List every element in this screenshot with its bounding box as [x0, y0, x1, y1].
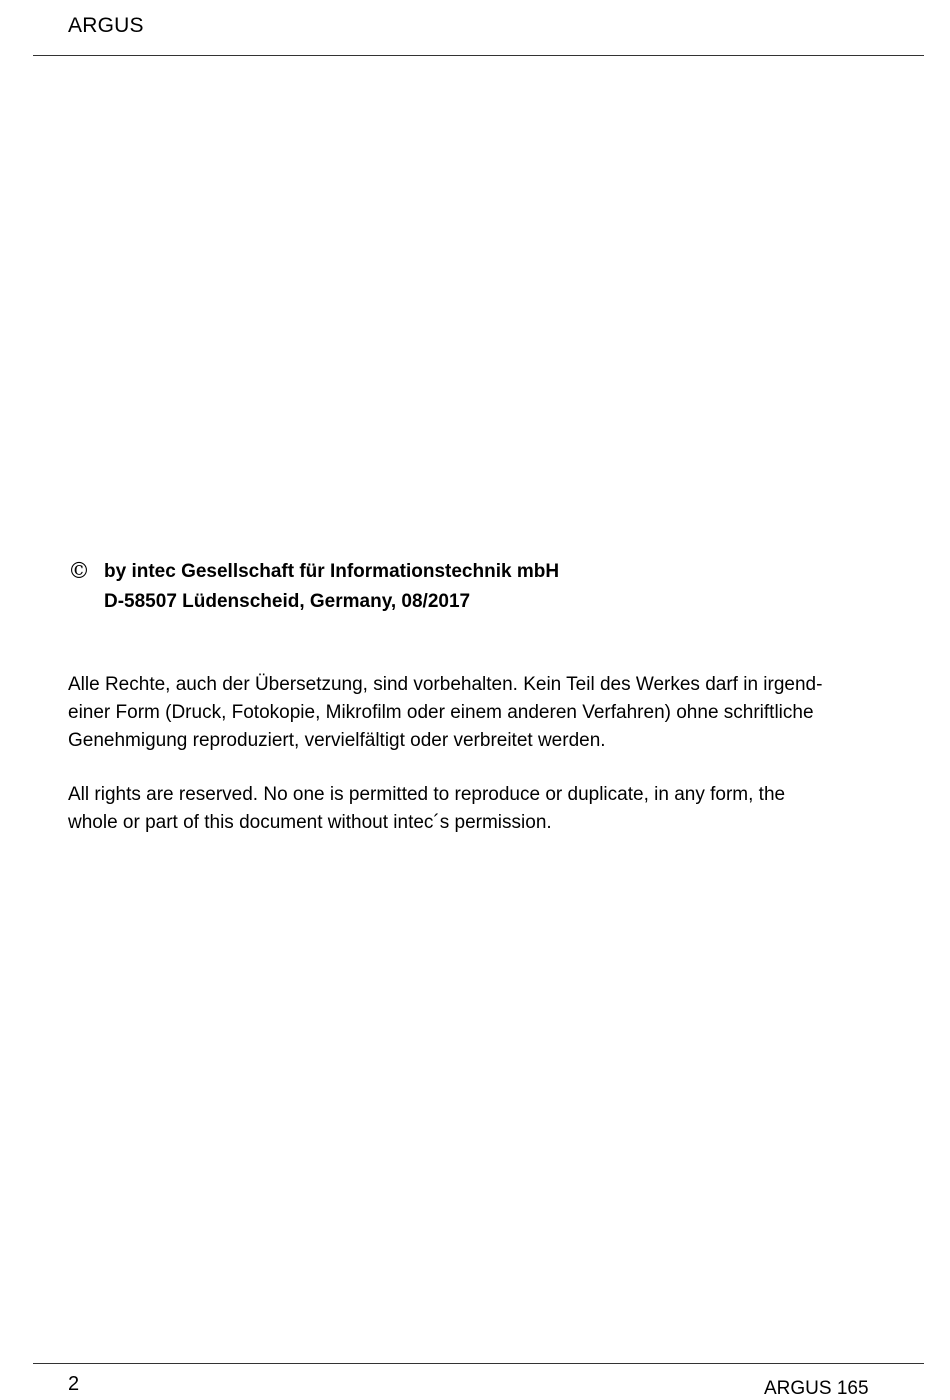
copyright-address: D-58507 Lüdenscheid, Germany, 08/2017	[104, 591, 471, 612]
page-number: 2	[68, 1373, 80, 1395]
rights-notice-german	[68, 671, 878, 755]
rights-notice-german-line: einer Form (Druck, Fotokopie, Mikrofilm oder einem anderen Verfahren) ohne schriftliche	[68, 702, 814, 723]
rights-notice-english	[68, 781, 878, 837]
header-title: ARGUS	[68, 14, 144, 37]
rights-notice-german-line: Genehmigung reproduziert, vervielfältigt oder verbreitet werden.	[68, 730, 606, 751]
copyright-company: by intec Gesellschaft für Informationstechnik mbH	[104, 561, 560, 582]
footer-divider	[33, 1363, 924, 1364]
rights-notice-english-line: All rights are reserved. No one is permitted to reproduce or duplicate, in any form, the	[68, 784, 786, 805]
footer-product-name: ARGUS 165	[764, 1378, 869, 1399]
header-divider	[33, 55, 924, 56]
copyright-icon: ©	[68, 559, 90, 584]
rights-notice-english-line: whole or part of this document without intec´s permission.	[68, 812, 552, 833]
rights-notice-german-line: Alle Rechte, auch der Übersetzung, sind vorbehalten. Kein Teil des Werkes darf in irgend-	[68, 674, 823, 695]
